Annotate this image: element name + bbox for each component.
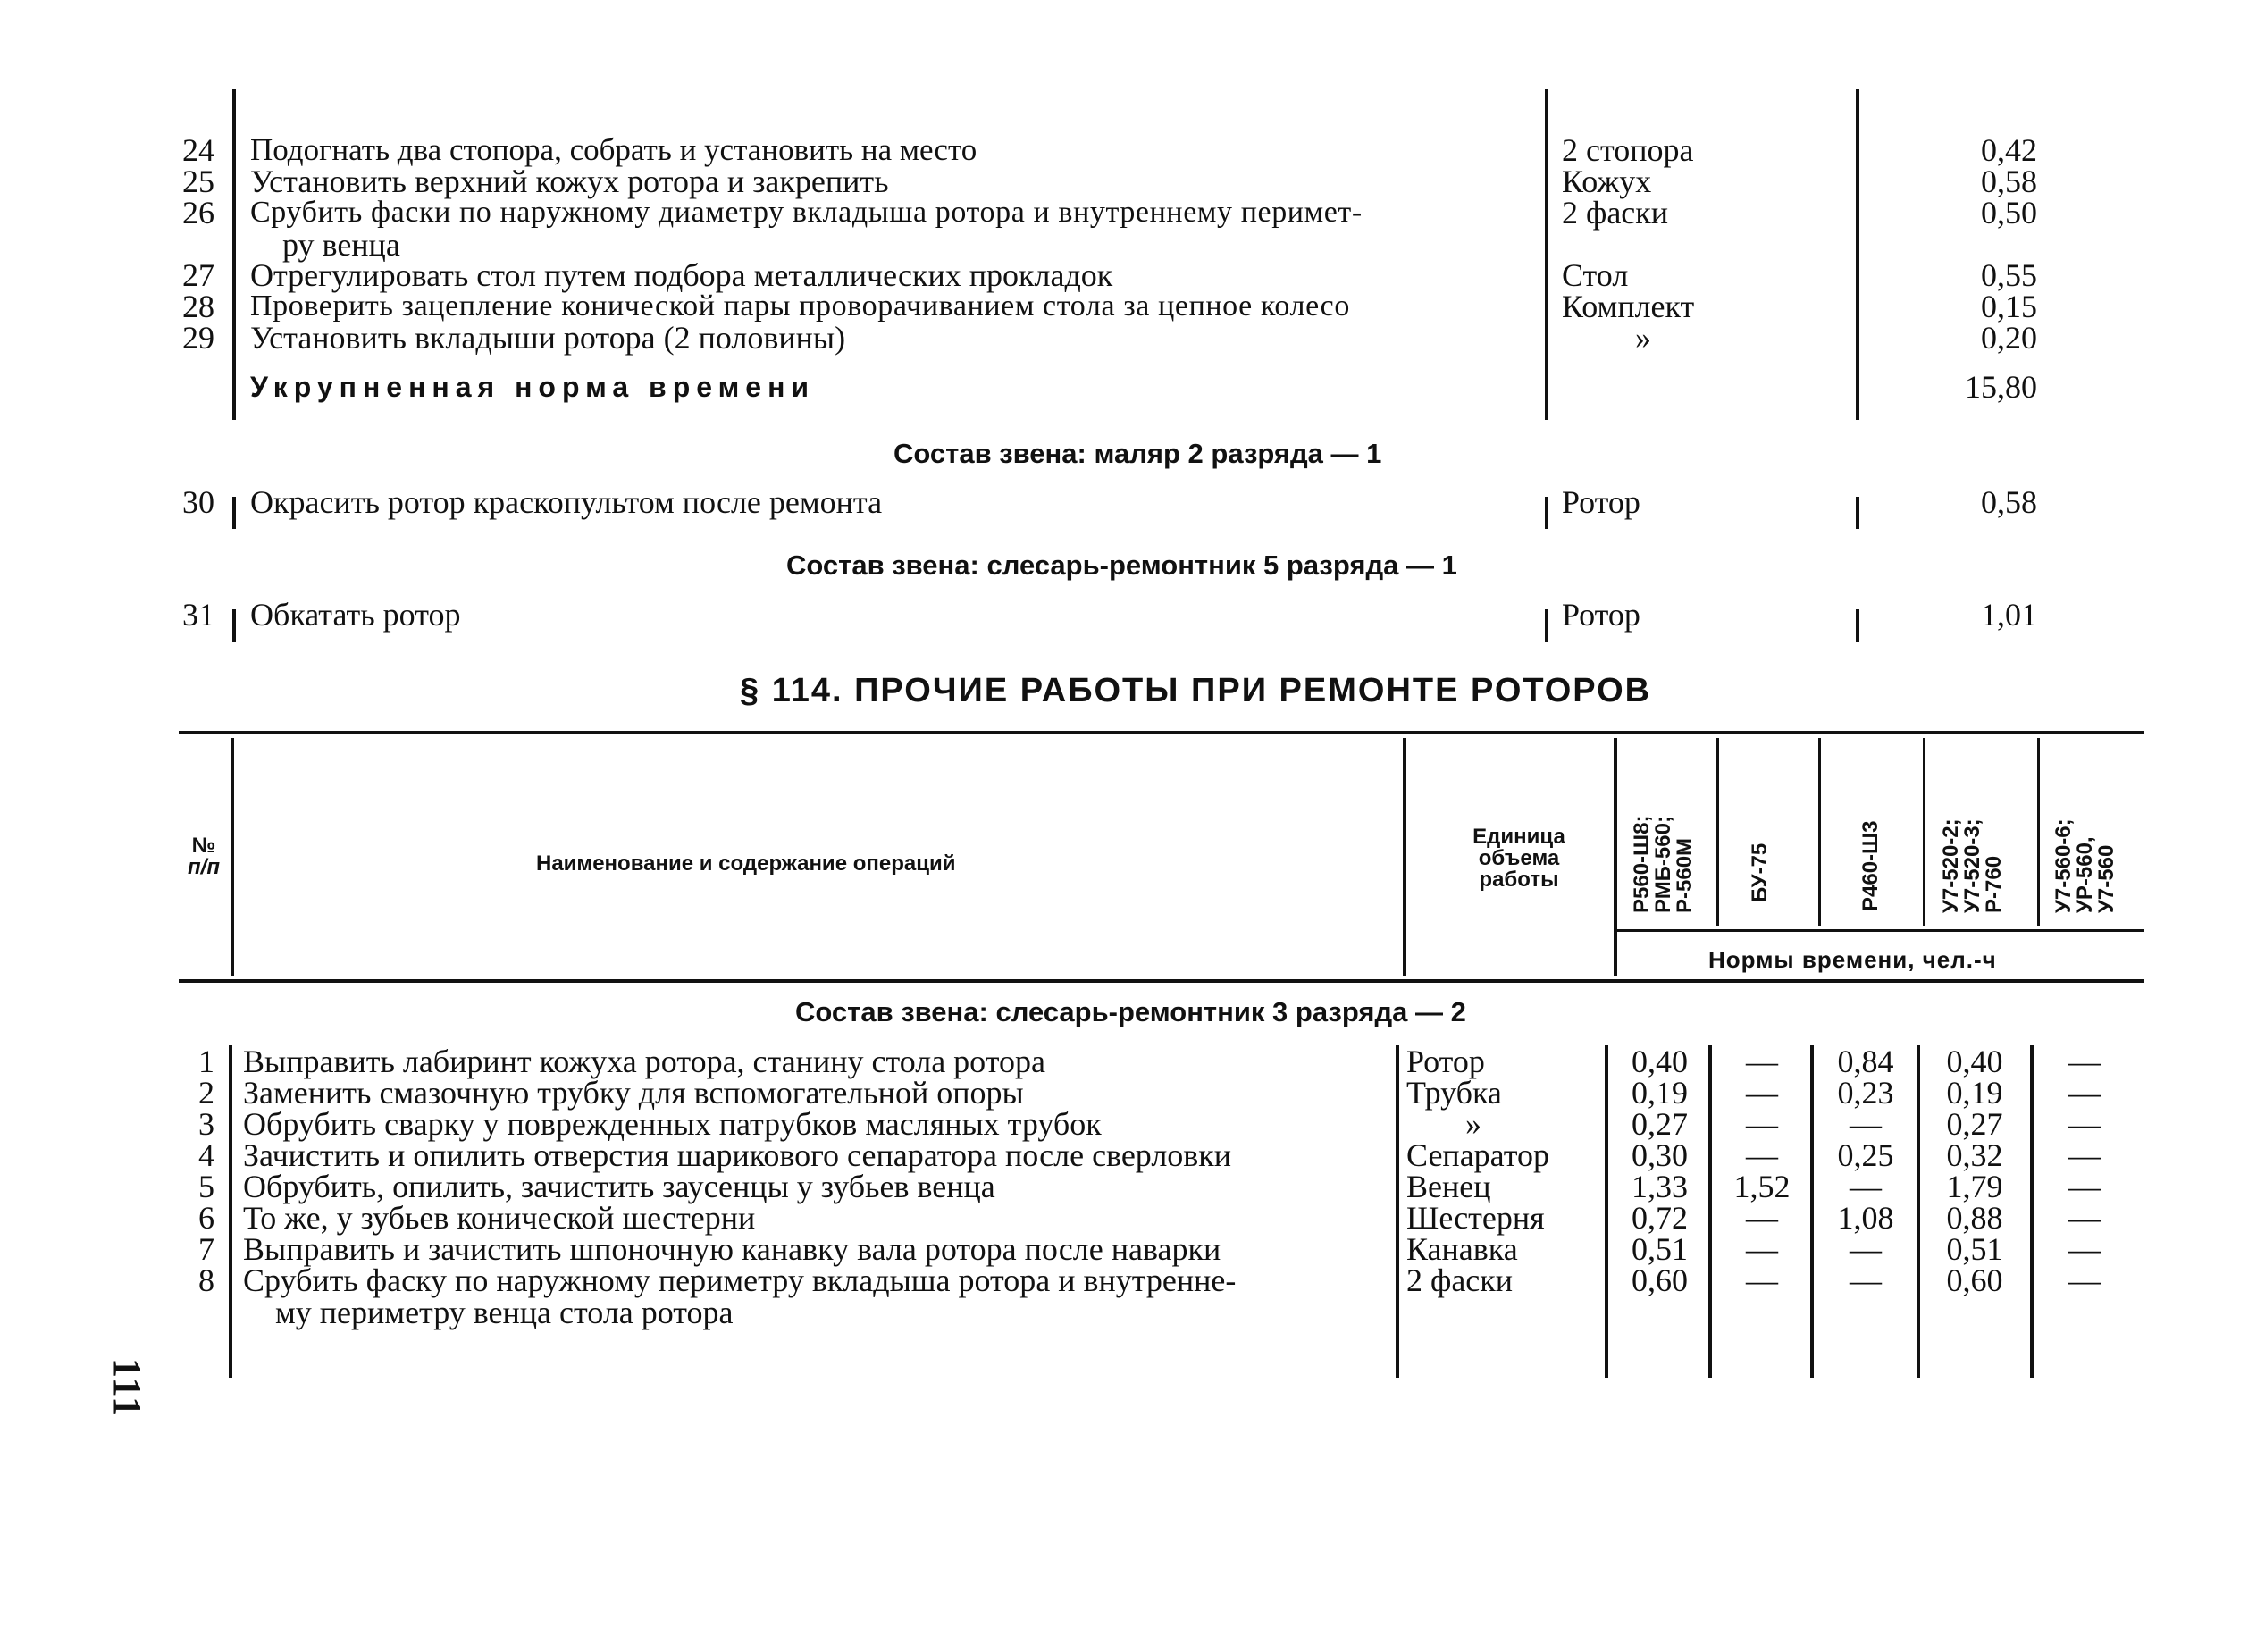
unit-text: 2 фаски (1406, 1262, 1514, 1298)
body-rule (1917, 1045, 1920, 1378)
operation-text: Отрегулировать стол путем подбора металлических прокладок (250, 257, 1113, 293)
rule (1856, 497, 1859, 529)
operation-text: Выправить лабиринт кожуха ротора, станину стола ротора (243, 1044, 1045, 1079)
operation-text: Срубить фаску по наружному периметру вкладыша ротора и внутренне- (243, 1262, 1237, 1298)
hdr-rule (1923, 738, 1925, 926)
rule (232, 497, 236, 529)
upper-rule-right (1856, 89, 1859, 420)
row-number: 24 (182, 132, 214, 168)
norm-cell-c4: 0,40 (1946, 1044, 2003, 1079)
row-number: 28 (182, 289, 214, 324)
hdr-rule (2037, 738, 2040, 926)
unit-text: Стол (1562, 257, 1629, 293)
norm-cell-c5: — (2068, 1169, 2101, 1204)
header-col5: У7-560-6; УР-560, У7-560 (2051, 818, 2118, 913)
norm-cell-c2: — (1746, 1044, 1778, 1079)
norm-value: 0,42 (1981, 132, 2037, 168)
norm-cell-c1: 0,19 (1632, 1075, 1688, 1111)
row-number: 8 (198, 1262, 214, 1298)
upper-rule-mid (1545, 89, 1548, 420)
norm-cell-c4: 0,60 (1946, 1262, 2003, 1298)
operation-text: Проверить зацепление конической пары проворачиванием стола за цепное колесо (250, 289, 1350, 323)
header-norms: Нормы времени, чел.-ч (1708, 946, 1997, 973)
header-col2: БУ-75 (1748, 843, 1772, 902)
hdr-rule (231, 738, 234, 976)
operation-text: Установить верхний кожух ротора и закрепить (250, 164, 889, 199)
header-bottom-rule (179, 979, 2144, 983)
norm-value: 0,15 (1981, 289, 2037, 324)
norm-cell-c2: 1,52 (1733, 1169, 1791, 1204)
norm-value: 1,01 (1981, 597, 2037, 633)
row-number: 26 (182, 195, 214, 231)
header-unit: Единица объема работы (1472, 825, 1565, 892)
operation-text: Заменить смазочную трубку для вспомогательной опоры (243, 1075, 1024, 1111)
row-number: 3 (198, 1106, 214, 1142)
norm-cell-c4: 0,88 (1946, 1200, 2003, 1236)
norm-cell-c3: — (1850, 1169, 1882, 1204)
unit-text: Ротор (1562, 484, 1640, 520)
norm-cell-c2: — (1746, 1137, 1778, 1173)
norm-cell-c1: 0,60 (1632, 1262, 1688, 1298)
norm-cell-c3: 0,23 (1837, 1075, 1894, 1111)
rule (1545, 609, 1548, 642)
unit-ditto: » (1635, 320, 1651, 356)
total-value: 15,80 (1965, 369, 2037, 405)
norm-cell-c5: — (2068, 1200, 2101, 1236)
header-name: Наименование и содержание операций (536, 851, 956, 876)
unit-text: Канавка (1406, 1231, 1518, 1267)
hdr-rule (1403, 738, 1406, 976)
norm-cell-c4: 1,79 (1946, 1169, 2003, 1204)
header-col1: Р560-Ш8; РМБ-560; Р-560М (1630, 815, 1697, 913)
unit-text: 2 стопора (1562, 132, 1694, 168)
norm-cell-c3: 0,25 (1837, 1137, 1894, 1173)
body-rule (1708, 1045, 1712, 1378)
norm-cell-c3: 0,84 (1837, 1044, 1894, 1079)
norm-cell-c2: — (1746, 1262, 1778, 1298)
operation-text: То же, у зубьев конической шестерни (243, 1200, 756, 1236)
hdr-rule (1614, 738, 1617, 976)
operation-text-cont: ру венца (282, 227, 400, 263)
unit-text: Кожух (1562, 164, 1652, 199)
operation-text: Подогнать два стопора, собрать и установить на место (250, 132, 977, 167)
norm-cell-c1: 0,72 (1632, 1200, 1688, 1236)
rule (1545, 497, 1548, 529)
row-number: 4 (198, 1137, 214, 1173)
operation-text: Обрубить сварку у поврежденных патрубков масляных трубок (243, 1106, 1102, 1142)
norm-cell-c3: — (1850, 1231, 1882, 1267)
norm-cell-c2: — (1746, 1231, 1778, 1267)
operation-text: Окрасить ротор краскопультом после ремонта (250, 484, 883, 520)
norm-cell-c3: — (1850, 1262, 1882, 1298)
page-number: 111 (105, 1358, 149, 1419)
hdr-rule (1818, 738, 1821, 926)
norm-value: 0,58 (1981, 484, 2037, 520)
row-number: 7 (198, 1231, 214, 1267)
operation-text: Установить вкладыши ротора (2 половины) (250, 320, 846, 356)
norm-cell-c5: — (2068, 1075, 2101, 1111)
norm-cell-c1: 0,40 (1632, 1044, 1688, 1079)
row-number: 2 (198, 1075, 214, 1111)
unit-text: Ротор (1562, 597, 1640, 633)
row-number: 31 (182, 597, 214, 633)
norms-rule (1617, 929, 2144, 932)
crew-painter: Состав звена: маляр 2 разряда — 1 (893, 438, 1382, 469)
norm-cell-c2: — (1746, 1075, 1778, 1111)
row-number: 1 (198, 1044, 214, 1079)
body-rule (1605, 1045, 1608, 1378)
norm-value: 0,50 (1981, 195, 2037, 231)
body-rule (229, 1045, 232, 1378)
total-label: Укрупненная норма времени (250, 371, 816, 403)
norm-cell-c4: 0,51 (1946, 1231, 2003, 1267)
crew-fitter-5: Состав звена: слесарь-ремонтник 5 разряда — 1 (786, 549, 1457, 581)
norm-cell-c1: 0,51 (1632, 1231, 1688, 1267)
norm-cell-c5: — (2068, 1044, 2101, 1079)
unit-text: Ротор (1406, 1044, 1485, 1079)
header-no: № п/п (188, 834, 220, 879)
rule (1856, 609, 1859, 642)
unit-text: Сепаратор (1406, 1137, 1549, 1173)
upper-rule-left (232, 89, 236, 420)
table-top-rule (179, 731, 2144, 734)
operation-text: Срубить фаски по наружному диаметру вкладыша ротора и внутреннему перимет- (250, 196, 1363, 229)
operation-text-cont: му периметру венца стола ротора (275, 1295, 734, 1330)
norm-value: 0,58 (1981, 164, 2037, 199)
crew-fitter-3: Состав звена: слесарь-ремонтник 3 разряда — 2 (795, 996, 1466, 1027)
operation-text: Выправить и зачистить шпоночную канавку вала ротора после наварки (243, 1231, 1221, 1267)
norm-cell-c2: — (1746, 1106, 1778, 1142)
norm-value: 0,55 (1981, 257, 2037, 293)
body-rule (2030, 1045, 2034, 1378)
unit-text: Венец (1406, 1169, 1491, 1204)
norm-cell-c2: — (1746, 1200, 1778, 1236)
operation-text: Обрубить, опилить, зачистить заусенцы у зубьев венца (243, 1169, 995, 1204)
rule (232, 609, 236, 642)
unit-text: Трубка (1406, 1075, 1502, 1111)
norm-cell-c5: — (2068, 1231, 2101, 1267)
unit-text: Шестерня (1406, 1200, 1545, 1236)
row-number: 30 (182, 484, 214, 520)
unit-text: 2 фаски (1562, 195, 1669, 231)
norm-cell-c5: — (2068, 1262, 2101, 1298)
norm-cell-c3: — (1850, 1106, 1882, 1142)
section-title: § 114. ПРОЧИЕ РАБОТЫ ПРИ РЕМОНТЕ РОТОРОВ (740, 672, 1652, 709)
unit-text: Комплект (1562, 289, 1695, 324)
norm-cell-c1: 0,30 (1632, 1137, 1688, 1173)
row-number: 27 (182, 257, 214, 293)
norm-cell-c1: 0,27 (1632, 1106, 1688, 1142)
row-number: 6 (198, 1200, 214, 1236)
norm-cell-c5: — (2068, 1137, 2101, 1173)
norm-cell-c5: — (2068, 1106, 2101, 1142)
hdr-rule (1716, 738, 1719, 926)
norm-cell-c1: 1,33 (1632, 1169, 1688, 1204)
norm-value: 0,20 (1981, 320, 2037, 356)
body-rule (1396, 1045, 1399, 1378)
header-col4: У7-520-2; У7-520-3; Р-760 (1939, 818, 2006, 913)
operation-text: Обкатать ротор (250, 597, 461, 633)
operation-text: Зачистить и опилить отверстия шарикового сепаратора после сверловки (243, 1137, 1232, 1173)
norm-cell-c4: 0,27 (1946, 1106, 2003, 1142)
row-number: 29 (182, 320, 214, 356)
row-number: 5 (198, 1169, 214, 1204)
norm-cell-c4: 0,19 (1946, 1075, 2003, 1111)
body-rule (1810, 1045, 1814, 1378)
header-col3: Р460-Ш3 (1858, 820, 1883, 911)
row-number: 25 (182, 164, 214, 199)
norm-cell-c3: 1,08 (1837, 1200, 1894, 1236)
unit-text: » (1465, 1106, 1481, 1142)
norm-cell-c4: 0,32 (1946, 1137, 2003, 1173)
